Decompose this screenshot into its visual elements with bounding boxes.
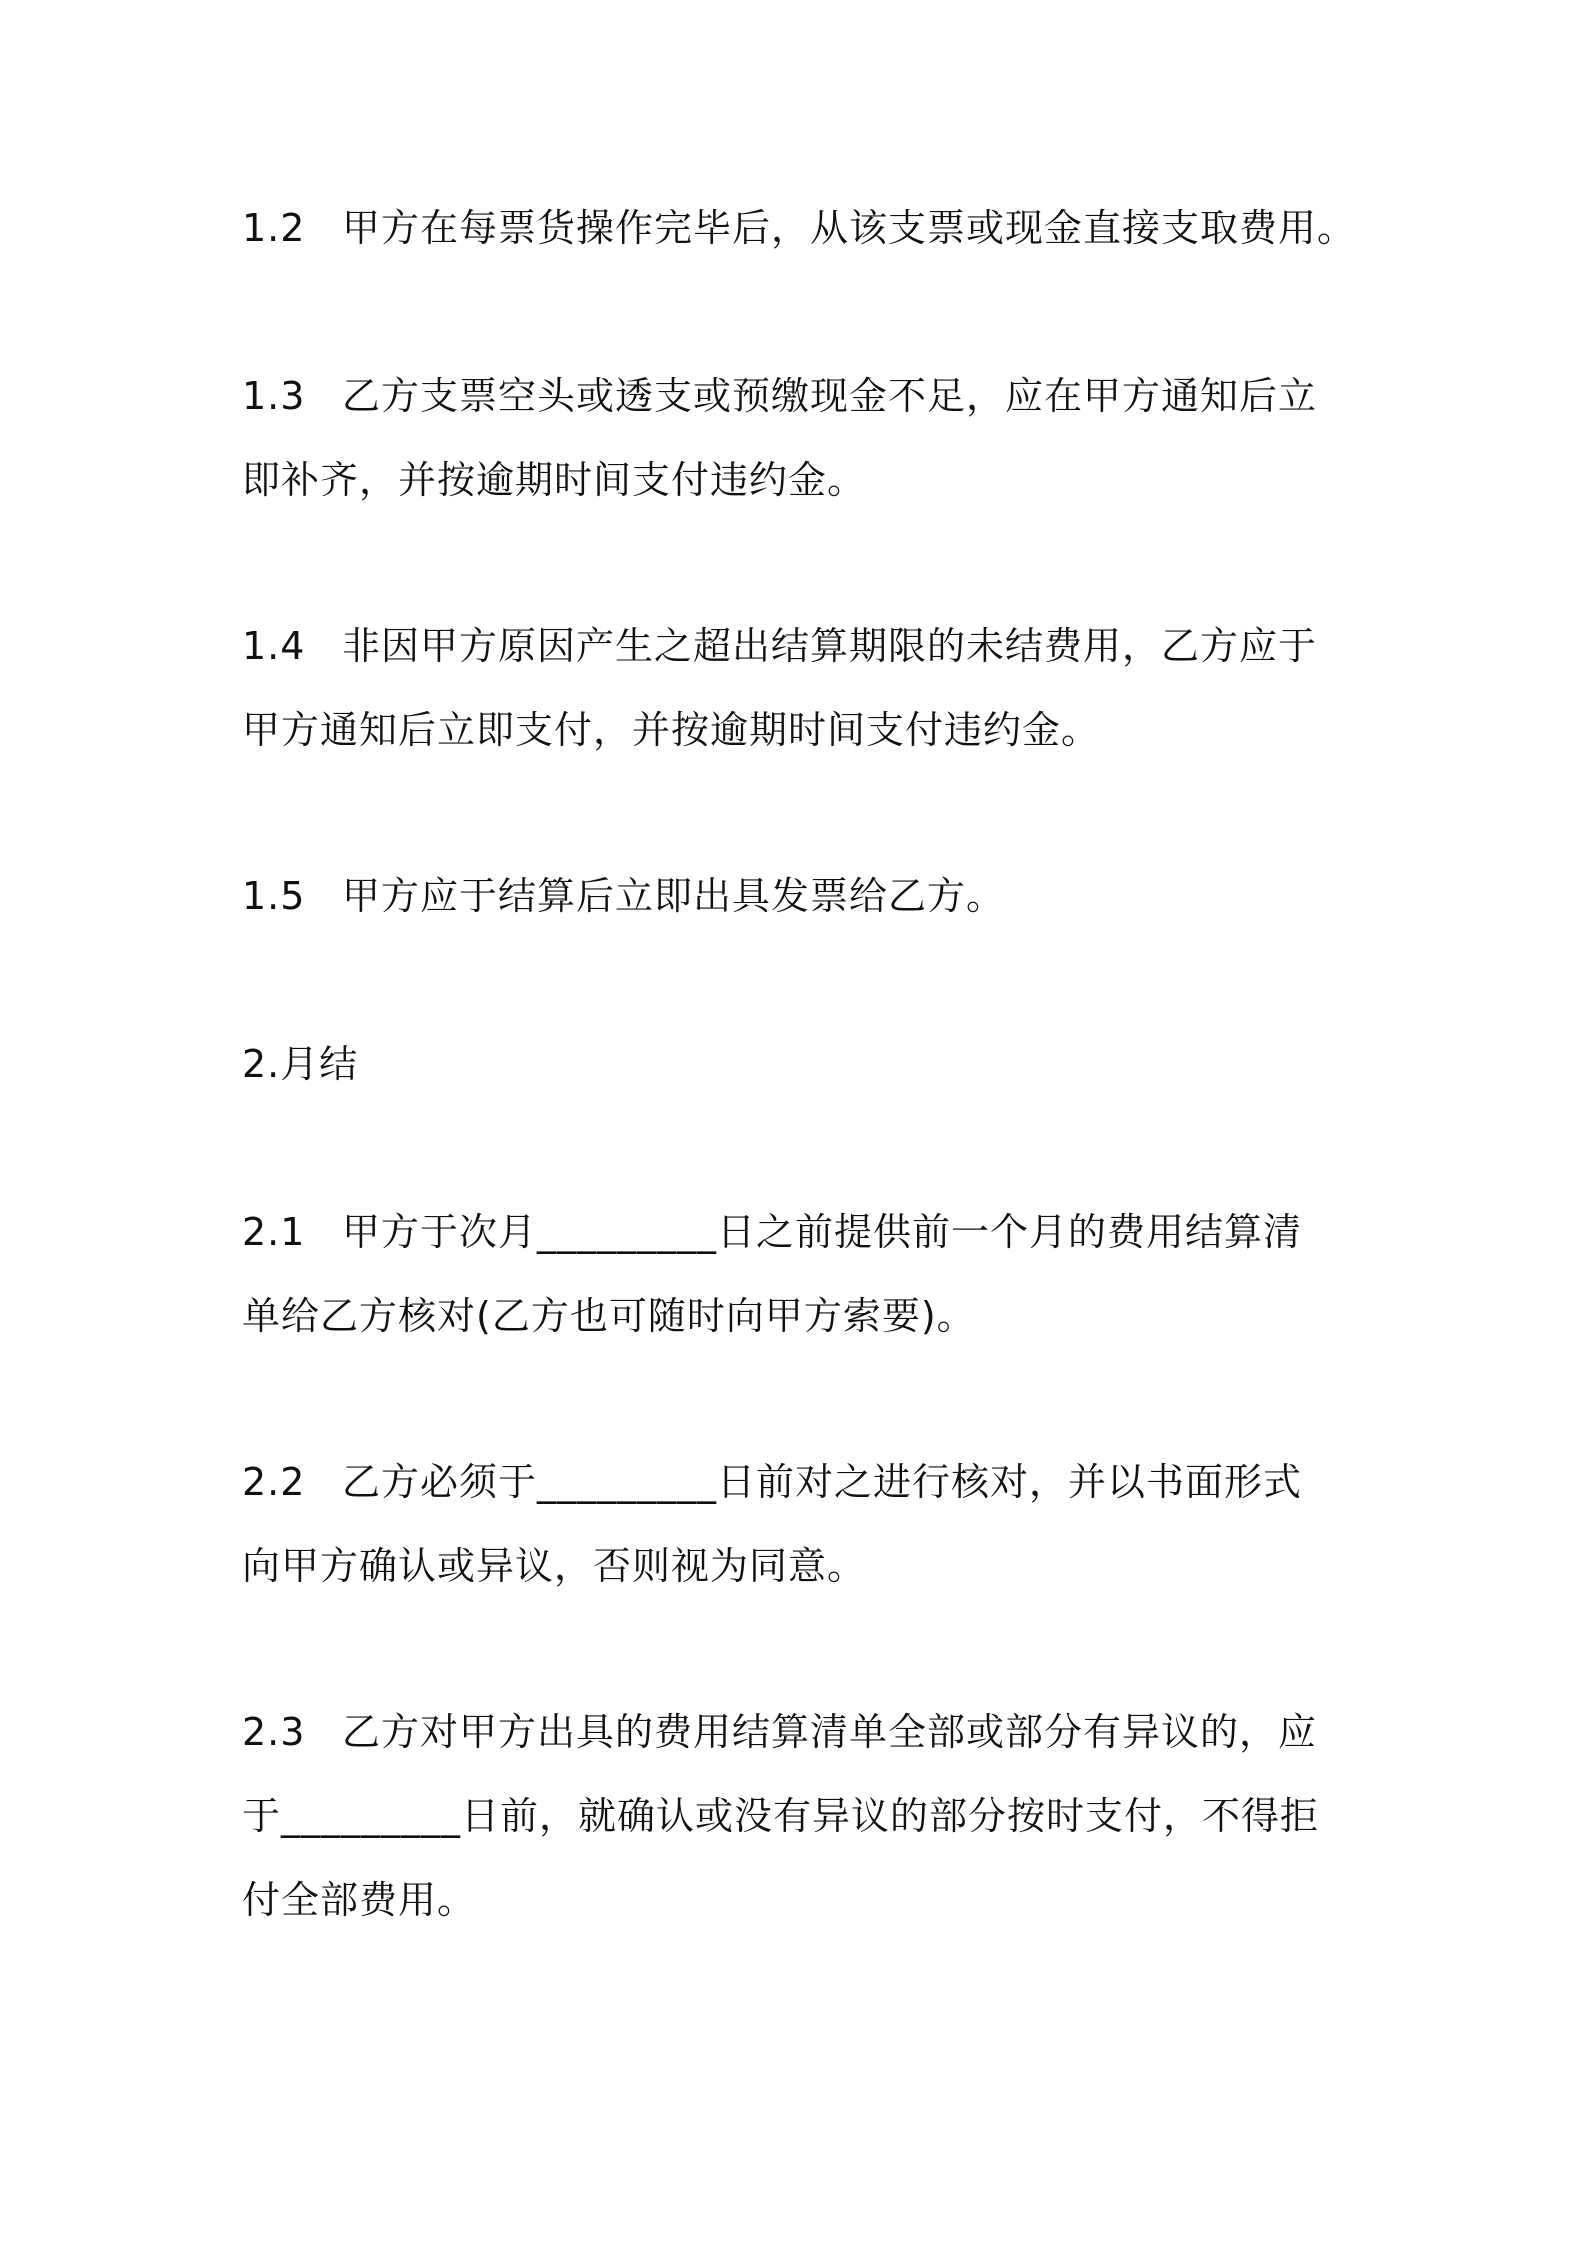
clause-text: 非因甲方原因产生之超出结算期限的未结费用，乙方应于	[342, 624, 1318, 668]
clause-line: 单给乙方核对(乙方也可随时向甲方索要)。	[242, 1294, 976, 1338]
clause-number: 2.1	[242, 1210, 306, 1254]
clause-2-3	[242, 1690, 1372, 1942]
clause-number: 1.4	[242, 624, 306, 668]
clause-2-1	[242, 1190, 1372, 1358]
clause-line	[242, 1190, 1372, 1274]
clause-line	[242, 854, 1372, 938]
clause-2-2	[242, 1440, 1372, 1608]
section-heading-2	[242, 1022, 1372, 1106]
clause-1-3	[242, 354, 1372, 522]
clause-text: 乙方支票空头或透支或预缴现金不足，应在甲方通知后立	[342, 374, 1318, 418]
clause-text: 乙方必须于_________日前对之进行核对，并以书面形式	[342, 1460, 1303, 1504]
clause-text: 甲方在每票货操作完毕后，从该支票或现金直接支取费用。	[342, 206, 1357, 250]
clause-line: 于_________日前，就确认或没有异议的部分按时支付，不得拒	[242, 1794, 1320, 1838]
clause-line: 付全部费用。	[242, 1878, 477, 1922]
clause-line	[242, 1690, 1372, 1774]
clause-line	[242, 604, 1372, 688]
clause-number: 1.5	[242, 874, 306, 918]
clause-text: 甲方于次月_________日之前提供前一个月的费用结算清	[342, 1210, 1303, 1254]
clause-number: 1.2	[242, 206, 306, 250]
clause-1-2	[242, 186, 1372, 270]
clause-line: 向甲方确认或异议，否则视为同意。	[242, 1544, 867, 1588]
clause-line	[242, 186, 1372, 270]
section-heading: 2.月结	[242, 1042, 359, 1086]
clause-line	[242, 354, 1372, 438]
clause-line	[242, 1440, 1372, 1524]
clause-number: 1.3	[242, 374, 306, 418]
clause-number: 2.3	[242, 1710, 306, 1754]
clause-1-5	[242, 854, 1372, 938]
clause-text: 乙方对甲方出具的费用结算清单全部或部分有异议的，应	[342, 1710, 1318, 1754]
clause-line: 甲方通知后立即支付，并按逾期时间支付违约金。	[242, 708, 1101, 752]
clause-line: 即补齐，并按逾期时间支付违约金。	[242, 458, 867, 502]
clause-number: 2.2	[242, 1460, 306, 1504]
clause-1-4	[242, 604, 1372, 772]
clause-text: 甲方应于结算后立即出具发票给乙方。	[342, 874, 1006, 918]
